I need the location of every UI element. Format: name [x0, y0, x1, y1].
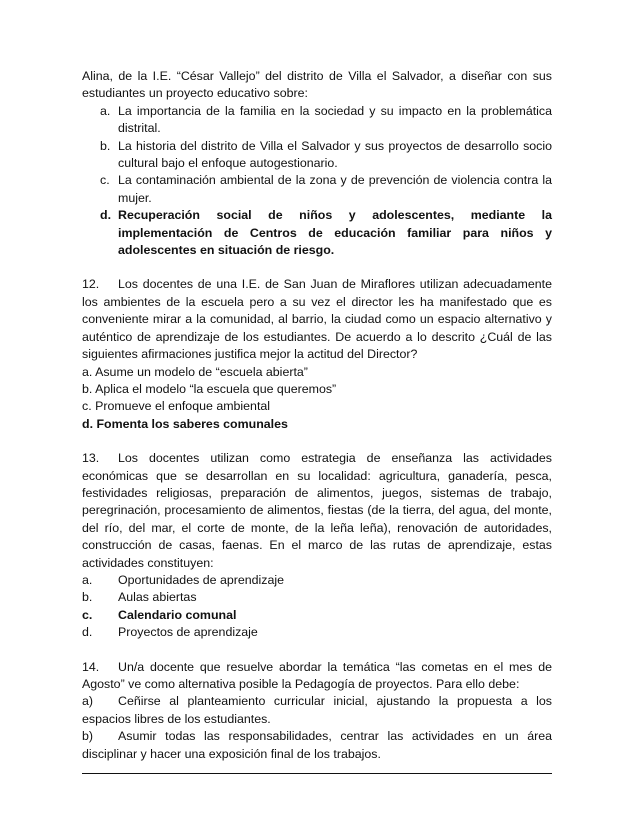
q12-option-b: b. Aplica el modelo “la escuela que queremos” — [82, 381, 337, 396]
option-text: Calendario comunal — [118, 607, 237, 622]
option-marker: c. — [100, 173, 110, 188]
question-12-options — [82, 364, 552, 434]
intro-paragraph: Alina, de la I.E. “César Vallejo” del distrito de Villa el Salvador, a diseñar con sus estudiantes un proyecto educativo sobre: — [82, 69, 552, 101]
q14-option-a — [82, 693, 552, 728]
option-marker: d. — [82, 625, 93, 640]
question-14 — [82, 659, 552, 694]
option-marker: c. — [82, 607, 93, 622]
footer-divider — [82, 773, 552, 774]
intro-option-b — [82, 138, 552, 173]
option-marker: d. — [100, 208, 112, 223]
option-marker: b) — [82, 729, 94, 744]
option-text: Ceñirse al planteamiento curricular inicial, ajustando la propuesta a los espacios libres de los estudiantes. — [82, 694, 552, 726]
option-text: Recuperación social de niños y adolescentes, mediante la implementación de Centros de educación familiar para niños y adolescentes en situación de riesgo. — [118, 208, 552, 258]
option-text: La historia del distrito de Villa el Salvador y sus proyectos de desarrollo socio cultural bajo el enfoque autogestionario. — [118, 138, 552, 171]
q13-option-b — [82, 589, 552, 606]
q13-option-c-answer — [82, 607, 552, 624]
option-marker: a. — [82, 572, 93, 587]
question-text: Un/a docente que resuelve abordar la temática “las cometas en el mes de Agosto” ve como alternativa posible la Pedagogía de proyectos. Para ello debe: — [82, 659, 552, 691]
q14-option-b — [82, 728, 552, 763]
intro-option-a — [82, 103, 552, 138]
question-text: Los docentes utilizan como estrategia de enseñanza las actividades económicas que se desarrollan en su localidad: agricultura, ganadería, pesca, festividades religiosas, preparación de alimentos, juegos, sistemas de trabajo, peregrinación, procesamiento de alimentos, fiestas (de la tierra, del agua, del monte, del río, del mar, el corte de monte, de la leña leña), renovación de autoridades, construcción de casas, faenas. En el marco de las rutas de aprendizaje, estas actividades constituyen: — [82, 451, 552, 570]
document-page — [82, 68, 552, 763]
option-marker: b. — [100, 138, 111, 153]
q12-option-c: c. Promueve el enfoque ambiental — [82, 399, 271, 414]
q13-option-d — [82, 624, 552, 641]
option-text: Proyectos de aprendizaje — [118, 625, 258, 640]
option-text: Oportunidades de aprendizaje — [118, 572, 285, 587]
option-text: Asumir todas las responsabilidades, centrar las actividades en un área disciplinar y hacer una exposición final de los trabajos. — [82, 729, 552, 761]
q12-option-a: a. Asume un modelo de “escuela abierta” — [82, 364, 308, 379]
question-number: 13. — [82, 451, 100, 466]
q13-option-a — [82, 572, 552, 589]
intro-option-d-answer — [82, 207, 552, 259]
question-13 — [82, 450, 552, 572]
option-text: Aulas abiertas — [118, 590, 197, 605]
q12-option-d-answer: d. Fomenta los saberes comunales — [82, 416, 288, 431]
question-number: 14. — [82, 659, 100, 674]
question-13-options — [82, 572, 552, 642]
option-marker: a. — [100, 103, 111, 118]
option-text: La importancia de la familia en la sociedad y su impacto en la problemática distrital. — [118, 103, 552, 136]
option-marker: b. — [82, 590, 93, 605]
option-marker: a) — [82, 694, 94, 709]
question-text: Los docentes de una I.E. de San Juan de Miraflores utilizan adecuadamente los ambientes de la escuela pero a su vez el director les ha manifestado que es conveniente mirar a la comunidad, al barrio, la ciudad como un espacio alternativo y auténtico de aprendizaje de los estudiantes. De acuerdo a lo descrito ¿Cuál de las siguientes afirmaciones justifica mejor la actitud del Director? — [82, 277, 552, 362]
option-text: La contaminación ambiental de la zona y de prevención de violencia contra la mujer. — [118, 173, 552, 205]
question-number: 12. — [82, 277, 100, 292]
intro-option-c — [82, 172, 552, 207]
intro-options-list — [82, 103, 552, 260]
question-12 — [82, 276, 552, 363]
